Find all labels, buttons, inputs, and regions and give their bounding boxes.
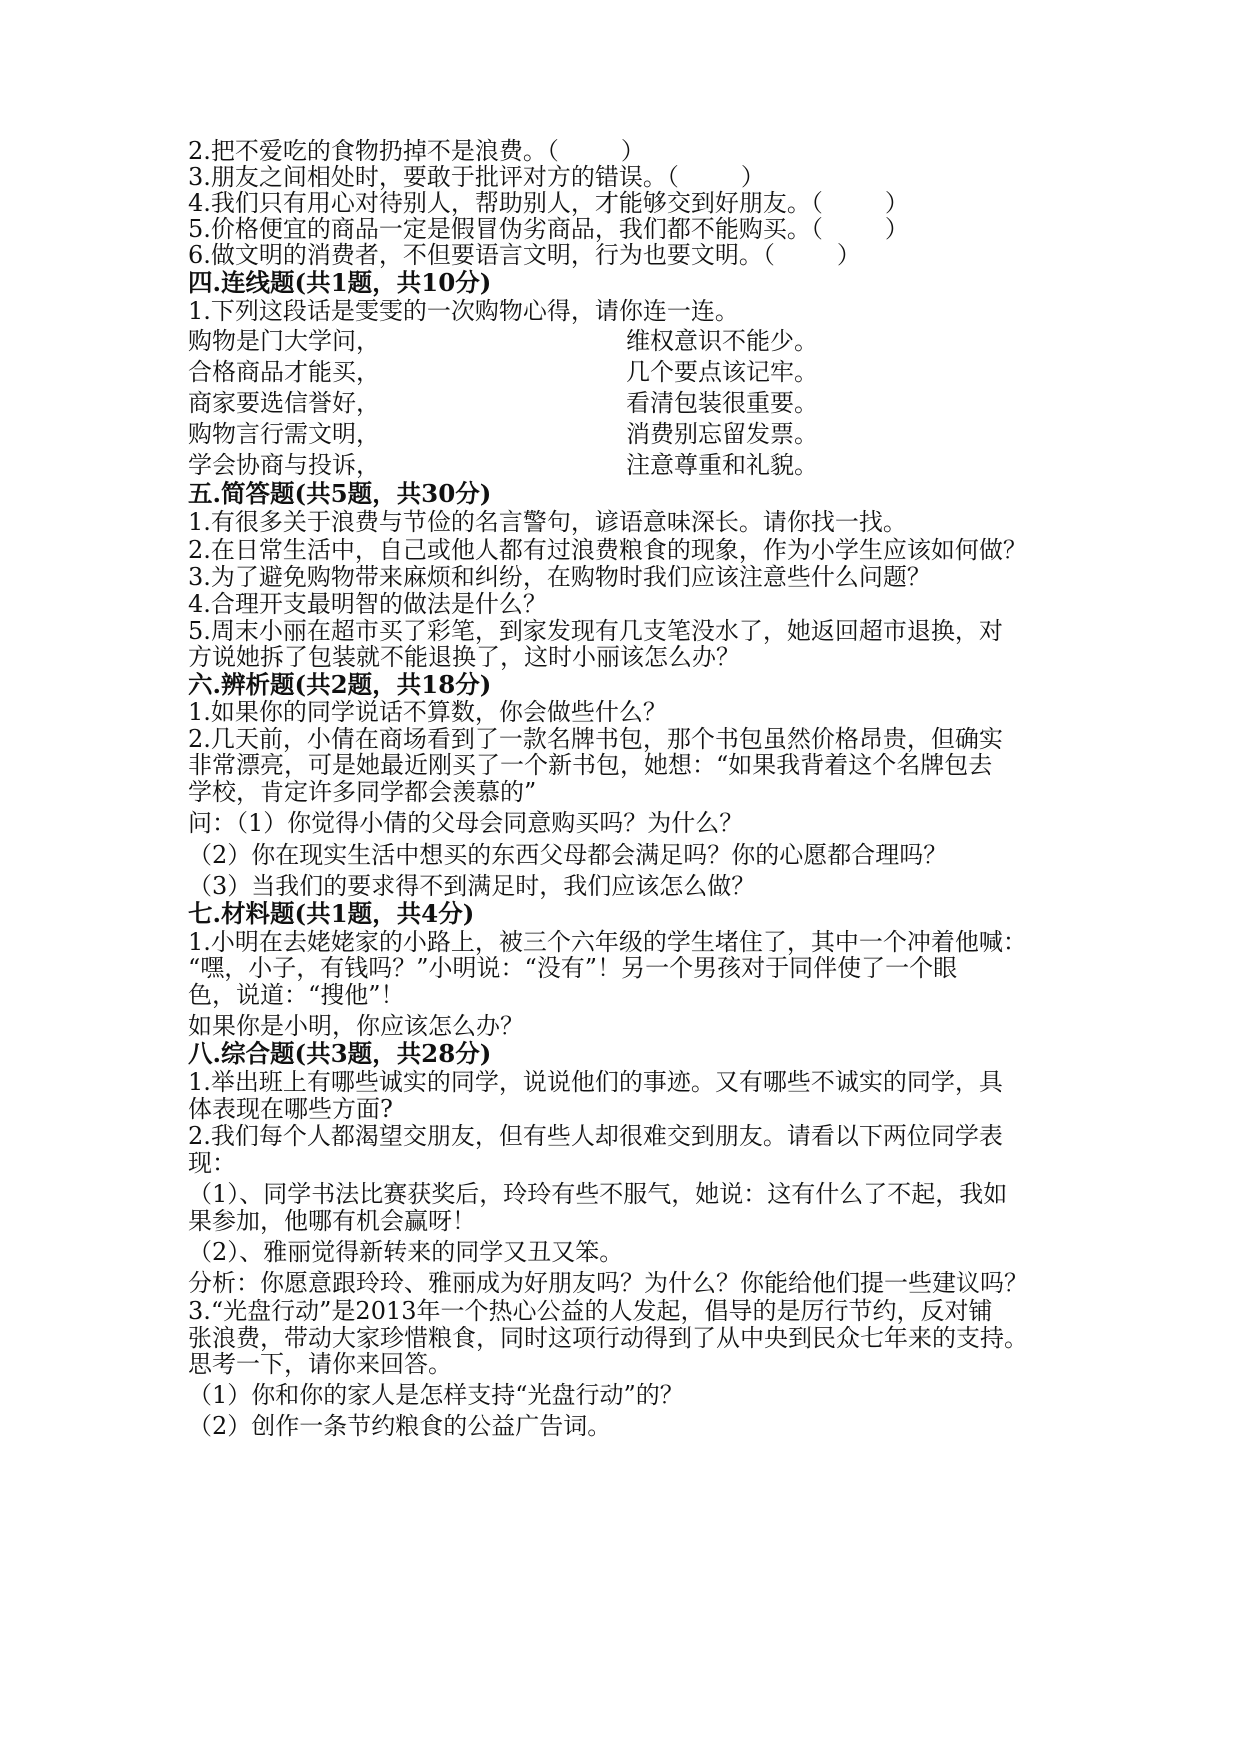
matching-row [188,419,818,449]
matching-left: 学会协商与投诉， [188,451,380,479]
matching-right: 几个要点该记牢。 [626,358,818,386]
matching-row [188,388,818,418]
matching-left: 购物言行需文明， [188,420,380,448]
judge-item-4: 4.我们只有用心对待别人，帮助别人，才能够交到好朋友。（ ） [188,189,909,217]
text-line: 问：（1）你觉得小倩的父母会同意购买吗？为什么？ [188,809,744,837]
text-line: （3）当我们的要求得不到满足时，我们应该怎么做？ [188,872,756,900]
text-line: 思考一下，请你来回答。 [188,1350,452,1378]
text-line: （2）创作一条节约粮食的公益广告词。 [188,1412,612,1440]
matching-row [188,326,818,356]
text-line: 4.合理开支最明智的做法是什么？ [188,590,547,618]
text-line: （1）、同学书法比赛获奖后，玲玲有些不服气，她说：这有什么了不起，我如 [188,1180,1008,1208]
text-line: 1.有很多关于浪费与节俭的名言警句，谚语意味深长。请你找一找。 [188,508,907,536]
matching-left: 商家要选信誉好， [188,389,380,417]
matching-right: 维权意识不能少。 [626,327,818,355]
matching-left: 合格商品才能买， [188,358,380,386]
text-line: 学校，肯定许多同学都会羡慕的” [188,778,537,806]
text-line: （1）你和你的家人是怎样支持“光盘行动”的？ [188,1381,684,1409]
text-line: “嘿，小子，有钱吗？”小明说：“没有”！另一个男孩对于同伴使了一个眼 [188,954,958,982]
text-line: 现： [188,1149,236,1177]
text-line: 方说她拆了包装就不能退换了，这时小丽该怎么办？ [188,643,740,671]
judge-item-2: 2.把不爱吃的食物扔掉不是浪费。（ ） [188,137,645,165]
matching-row [188,450,818,480]
text-line: 如果你是小明，你应该怎么办？ [188,1012,524,1040]
text-line: 5.周末小丽在超市买了彩笔，到家发现有几支笔没水了，她返回超市退换，对 [188,617,1003,645]
text-line: 1.如果你的同学说话不算数，你会做些什么？ [188,698,667,726]
section-heading-analysis: 六.辨析题(共2题，共18分) [188,670,492,699]
matching-right: 看清包装很重要。 [626,389,818,417]
text-line: 色，说道：“搜他”！ [188,981,405,1009]
text-line: 3.为了避免购物带来麻烦和纠纷，在购物时我们应该注意些什么问题？ [188,563,931,591]
text-line: 2.我们每个人都渴望交朋友，但有些人却很难交到朋友。请看以下两位同学表 [188,1122,1003,1150]
text-line: 分析：你愿意跟玲玲、雅丽成为好朋友吗？为什么？你能给他们提一些建议吗？ [188,1269,1028,1297]
matching-row [188,357,818,387]
section-heading-material: 七.材料题(共1题，共4分) [188,899,475,928]
text-line: 果参加，他哪有机会赢呀！ [188,1207,476,1235]
text-line: （2）你在现实生活中想买的东西父母都会满足吗？你的心愿都合理吗？ [188,841,948,869]
matching-right: 消费别忘留发票。 [626,420,818,448]
text-line: 1.小明在去姥姥家的小路上，被三个六年级的学生堵住了，其中一个冲着他喊： [188,928,1027,956]
text-line: （2）、雅丽觉得新转来的同学又丑又笨。 [188,1238,624,1266]
text-line: 体表现在哪些方面? [188,1095,393,1123]
text-line: 1.举出班上有哪些诚实的同学，说说他们的事迹。又有哪些不诚实的同学，具 [188,1068,1003,1096]
section-heading-matching: 四.连线题(共1题，共10分) [188,268,492,297]
judge-item-6: 6.做文明的消费者，不但要语言文明，行为也要文明。（ ） [188,241,861,269]
text-line: 2.在日常生活中，自己或他人都有过浪费粮食的现象，作为小学生应该如何做？ [188,536,1027,564]
matching-question: 1.下列这段话是雯雯的一次购物心得，请你连一连。 [188,297,739,325]
matching-left: 购物是门大学问， [188,327,380,355]
text-line: 2.几天前，小倩在商场看到了一款名牌书包，那个书包虽然价格昂贵，但确实 [188,725,1003,753]
matching-right: 注意尊重和礼貌。 [626,451,818,479]
text-line: 非常漂亮，可是她最近刚买了一个新书包，她想：“如果我背着这个名牌包去 [188,751,993,779]
judge-item-5: 5.价格便宜的商品一定是假冒伪劣商品，我们都不能购买。（ ） [188,215,909,243]
text-line: 张浪费，带动大家珍惜粮食，同时这项行动得到了从中央到民众七年来的支持。 [188,1324,1028,1352]
section-heading-short-answer: 五.简答题(共5题，共30分) [188,479,492,508]
judge-item-3: 3.朋友之间相处时，要敢于批评对方的错误。（ ） [188,163,765,191]
section-heading-comprehensive: 八.综合题(共3题，共28分) [188,1039,492,1068]
text-line: 3.“光盘行动”是2013年一个热心公益的人发起，倡导的是厉行节约，反对铺 [188,1297,993,1325]
